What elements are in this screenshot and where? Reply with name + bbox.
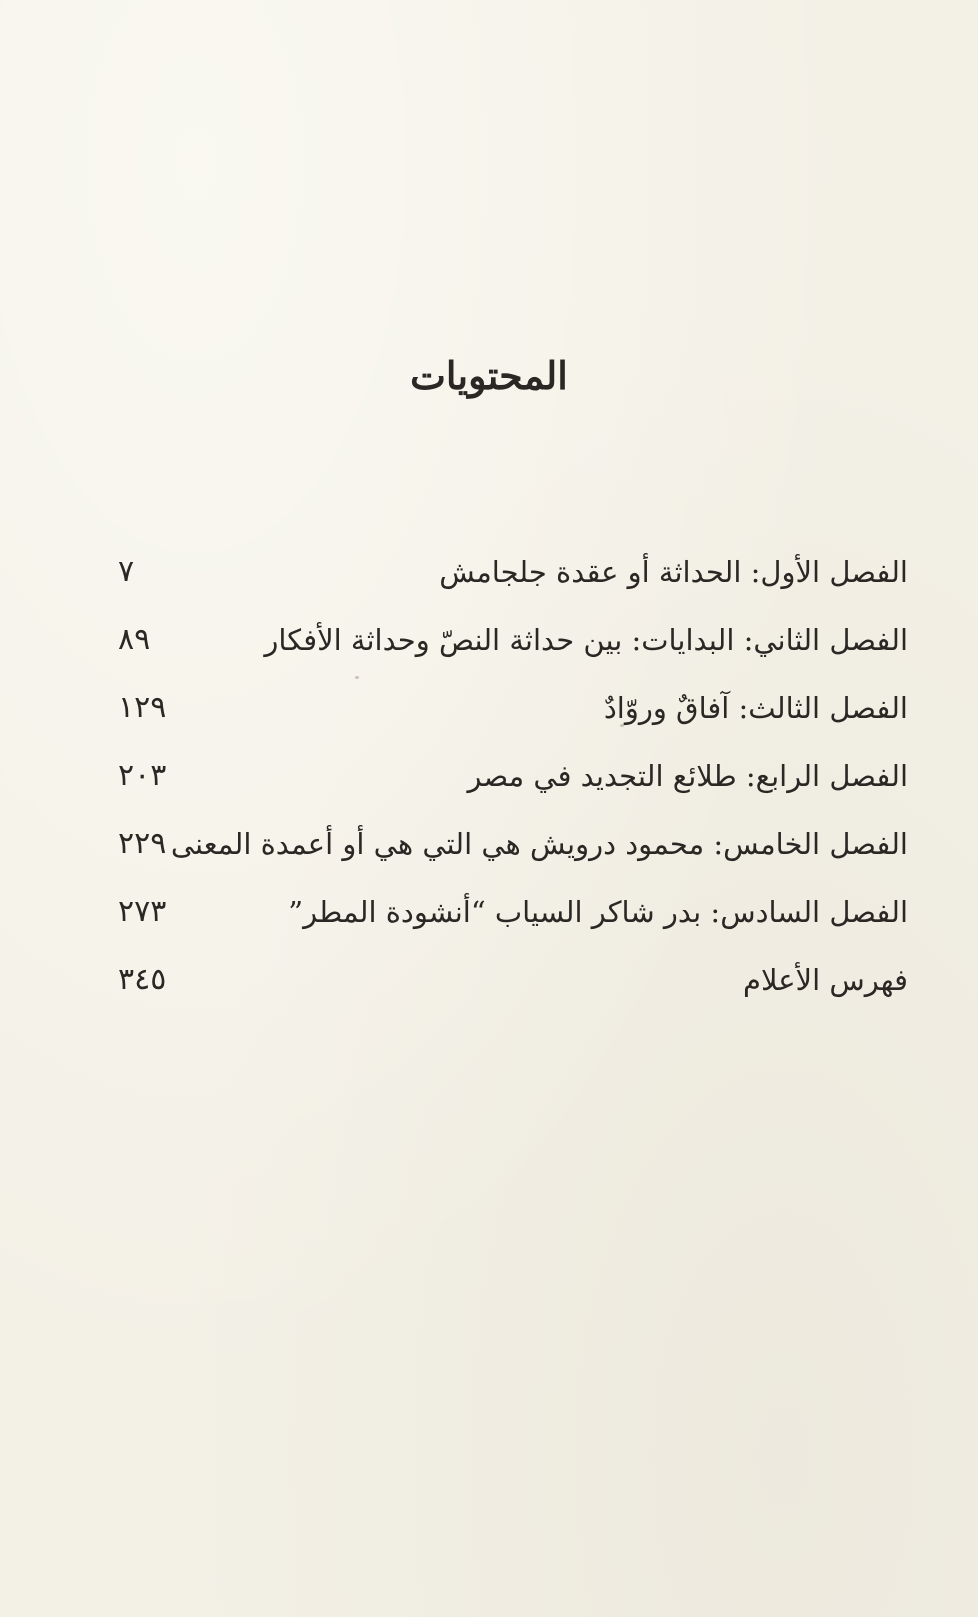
toc-entry [118,606,908,674]
toc-entry [118,878,908,946]
toc-entry-title: الفصل الأول: الحداثة أو عقدة جلجامش [439,555,908,589]
toc-entry [118,946,908,1014]
toc-entry-title: الفصل الثاني: البدايات: بين حداثة النصّ وحداثة الأفكار [264,623,908,657]
toc-page-number: ١٢٩ [118,690,167,725]
toc-entry-title: فهرس الأعلام [742,963,908,997]
toc-page-number: ٢٢٩ [118,826,167,861]
toc-entry [118,674,908,742]
toc-page-number: ٢٧٣ [118,894,167,929]
toc-entry [118,742,908,810]
page-title: المحتويات [410,353,568,398]
table-of-contents [118,538,908,1014]
toc-page-number: ٢٠٣ [118,758,167,793]
toc-entry-title: الفصل السادس: بدر شاكر السياب “أنشودة المطر” [288,895,908,929]
toc-entry [118,538,908,606]
toc-entry [118,810,908,878]
toc-page-number: ٣٤٥ [118,962,167,997]
toc-entry-title: الفصل الخامس: محمود درويش هي التي هي أو أعمدة المعنى [170,827,908,861]
toc-page-number: ٧ [118,554,135,589]
toc-page-number: ٨٩ [118,622,151,657]
toc-entry-title: الفصل الثالث: آفاقٌ وروّادٌ [603,691,908,725]
toc-entry-title: الفصل الرابع: طلائع التجديد في مصر [467,759,908,793]
